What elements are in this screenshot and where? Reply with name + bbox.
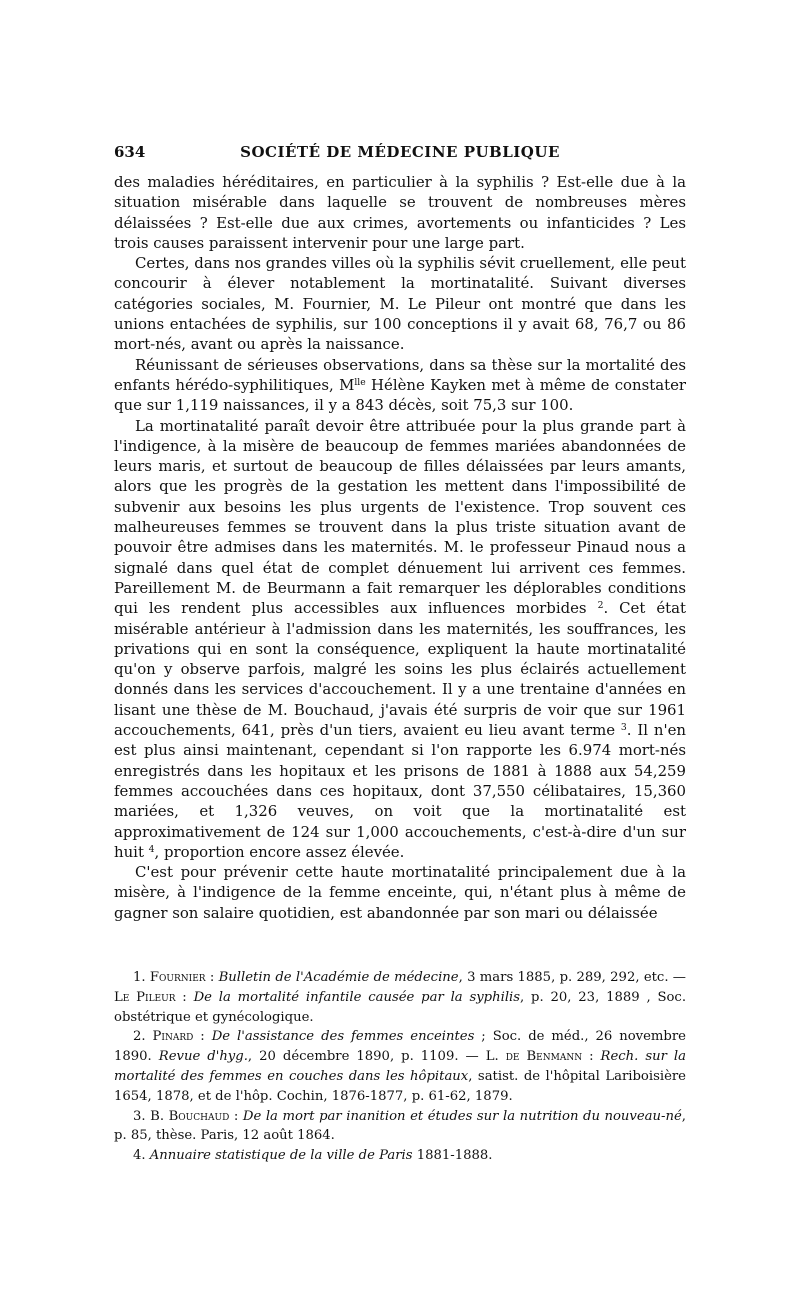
footnote-title: Rech. sur la mortalité des femmes en couches dans les hôpitaux xyxy=(114,1049,686,1084)
paragraph xyxy=(114,416,686,863)
text-run: : xyxy=(193,1029,212,1045)
text-run: : xyxy=(205,970,219,985)
footnote-author: de Benmann xyxy=(505,1049,583,1065)
text-run: 1881-1888. xyxy=(412,1148,493,1164)
footnote-author: Fournier xyxy=(149,970,206,985)
footnote-number: 3. B. xyxy=(133,1108,169,1124)
paragraph: Certes, dans nos grandes villes où la syphilis sévit cruellement, elle peut concourir à élever notablement la mortinatalité. Suivant diverses catégories sociales, M. Fournier, M. Le Pileur ont montré que dans les unions entachées de syphilis, sur 100 conceptions il y avait 68, 76,7 ou 86 mort-nés, avant ou après la naissance. xyxy=(114,254,686,354)
footnote-1 xyxy=(114,968,686,1027)
footnote-title: De l'assistance des femmes enceintes xyxy=(211,1029,475,1045)
footnotes xyxy=(114,968,686,1166)
footnote-author: Bouchaud xyxy=(168,1108,230,1124)
footnote-ref: 3 xyxy=(620,721,627,733)
text-run: . Cet état misérable antérieur à l'admission dans les maternités, les souffrances, les privations qui en sont la conséquence, expliquent la haute mortinatalité qu'on y observe parfois, malgré les soins les plus éclairés actuellement donnés dans les services d'accouchement. Il y a une trentaine d'années en lisant une thèse de M. Bouchaud, j'avais été surpris de voir que sur 1961 accouchements, 641, près d'un tiers, avaient eu lieu avant terme xyxy=(114,599,686,740)
paragraph: des maladies héréditaires, en particulier à la syphilis ? Est-elle due à la situation misérable dans laquelle se trouvent de nombreuses mères délaissées ? Est-elle due aux crimes, avortements ou infanticides ? Les trois causes paraissent intervenir pour une large part. xyxy=(114,173,686,252)
footnote-number: 4. xyxy=(133,1148,150,1164)
text-run: , satist. de l'hôpital Lariboisière 1654, 1878, et de l'hôp. Cochin, 1876-1877, p. 61-62, 1879. xyxy=(114,1068,686,1104)
superscript: lle xyxy=(354,376,366,388)
text-run: : xyxy=(229,1108,243,1124)
text-run: , 3 mars 1885, p. 289, 292, etc. — xyxy=(458,970,686,985)
footnote-4 xyxy=(114,1146,686,1166)
text-run: , p. 85, thèse. Paris, 12 août 1864. xyxy=(114,1108,686,1144)
text-run: Réunissant de sérieuses observations, dans sa thèse sur la mortalité des enfants hérédo-syphilitiques, M xyxy=(114,355,686,394)
text-run: , p. 20, 23, 1889 , Soc. obstétrique et gynécologique. xyxy=(114,989,687,1025)
body-text xyxy=(114,172,686,923)
footnote-2 xyxy=(114,1027,686,1106)
footnote-number: 1. xyxy=(133,970,150,985)
footnote-title: Annuaire statistique de la ville de Paris xyxy=(149,1148,413,1164)
footnote-ref: 4 xyxy=(148,843,155,855)
text-run: Hélène Kayken met à même de constater que sur 1,119 naissances, il y a 843 décès, soit 75,3 sur 100. xyxy=(114,375,687,415)
footnote-ref: 2 xyxy=(597,600,604,612)
footnote-author: Le Pileur xyxy=(114,989,176,1005)
text-run: La mortinatalité paraît devoir être attribuée pour la plus grande part à l'indigence, à la misère de beaucoup de femmes mariées abandonnées de leurs maris, et surtout de beaucoup de filles délaissées par leurs amants, alors que les progrès de la gestation les mettent dans l'impossibilité de subvenir aux besoins les plus urgents de l'existence. Trop souvent ces malheureuses femmes se trouvent dans la plus triste situation avant de pouvoir être admises dans les maternités. M. le professeur Pinaud nous a signalé dans quel état de complet dénuement lui arrivent ces femmes. Pareillement M. de Beurmann a fait remarquer les déplorables conditions qui les rendent plus accessibles aux influences morbides xyxy=(114,416,686,618)
footnote-title: Revue d'hyg. xyxy=(158,1049,248,1065)
text-run: , 20 décembre 1890, p. 1109. — L. xyxy=(247,1049,506,1065)
footnote-number: 2. xyxy=(133,1029,153,1045)
footnote-title: De la mortalité infantile causée par la syphilis xyxy=(193,989,521,1005)
page-number: 634 xyxy=(114,143,146,161)
footnote-title: Bulletin de l'Académie de médecine xyxy=(218,970,459,985)
running-head: SOCIÉTÉ DE MÉDECINE PUBLIQUE xyxy=(240,143,560,161)
text-run: : xyxy=(175,989,194,1005)
paragraph xyxy=(114,355,686,416)
text-run: : xyxy=(582,1049,601,1065)
text-run: . Il n'en est plus ainsi maintenant, cependant si l'on rapporte les 6.974 mort-nés enregistrés dans les hopitaux et les prisons de 1881 à 1888 aux 54,259 femmes accouchées dans ces hopitaux, dont 37,550 célibataires, 15,360 mariées, et 1,326 veuves, on voit que la mortinatalité est approximativement de 124 sur 1,000 accouchements, c'est-à-dire d'un sur huit xyxy=(114,721,686,861)
paragraph: C'est pour prévenir cette haute mortinatalité principalement due à la misère, à l'indigence de la femme enceinte, qui, n'étant plus à même de gagner son salaire quotidien, est abandonnée par son mari ou délaissée xyxy=(114,863,686,922)
text-run: , proportion encore assez élevée. xyxy=(154,842,405,861)
footnote-title: De la mort par inanition et études sur la nutrition du nouveau-né xyxy=(242,1108,682,1124)
footnote-3 xyxy=(114,1107,686,1147)
page-header xyxy=(114,143,686,165)
footnote-author: Pinard xyxy=(152,1029,194,1045)
text-run: ; Soc. de méd., 26 novembre 1890. xyxy=(114,1029,686,1065)
